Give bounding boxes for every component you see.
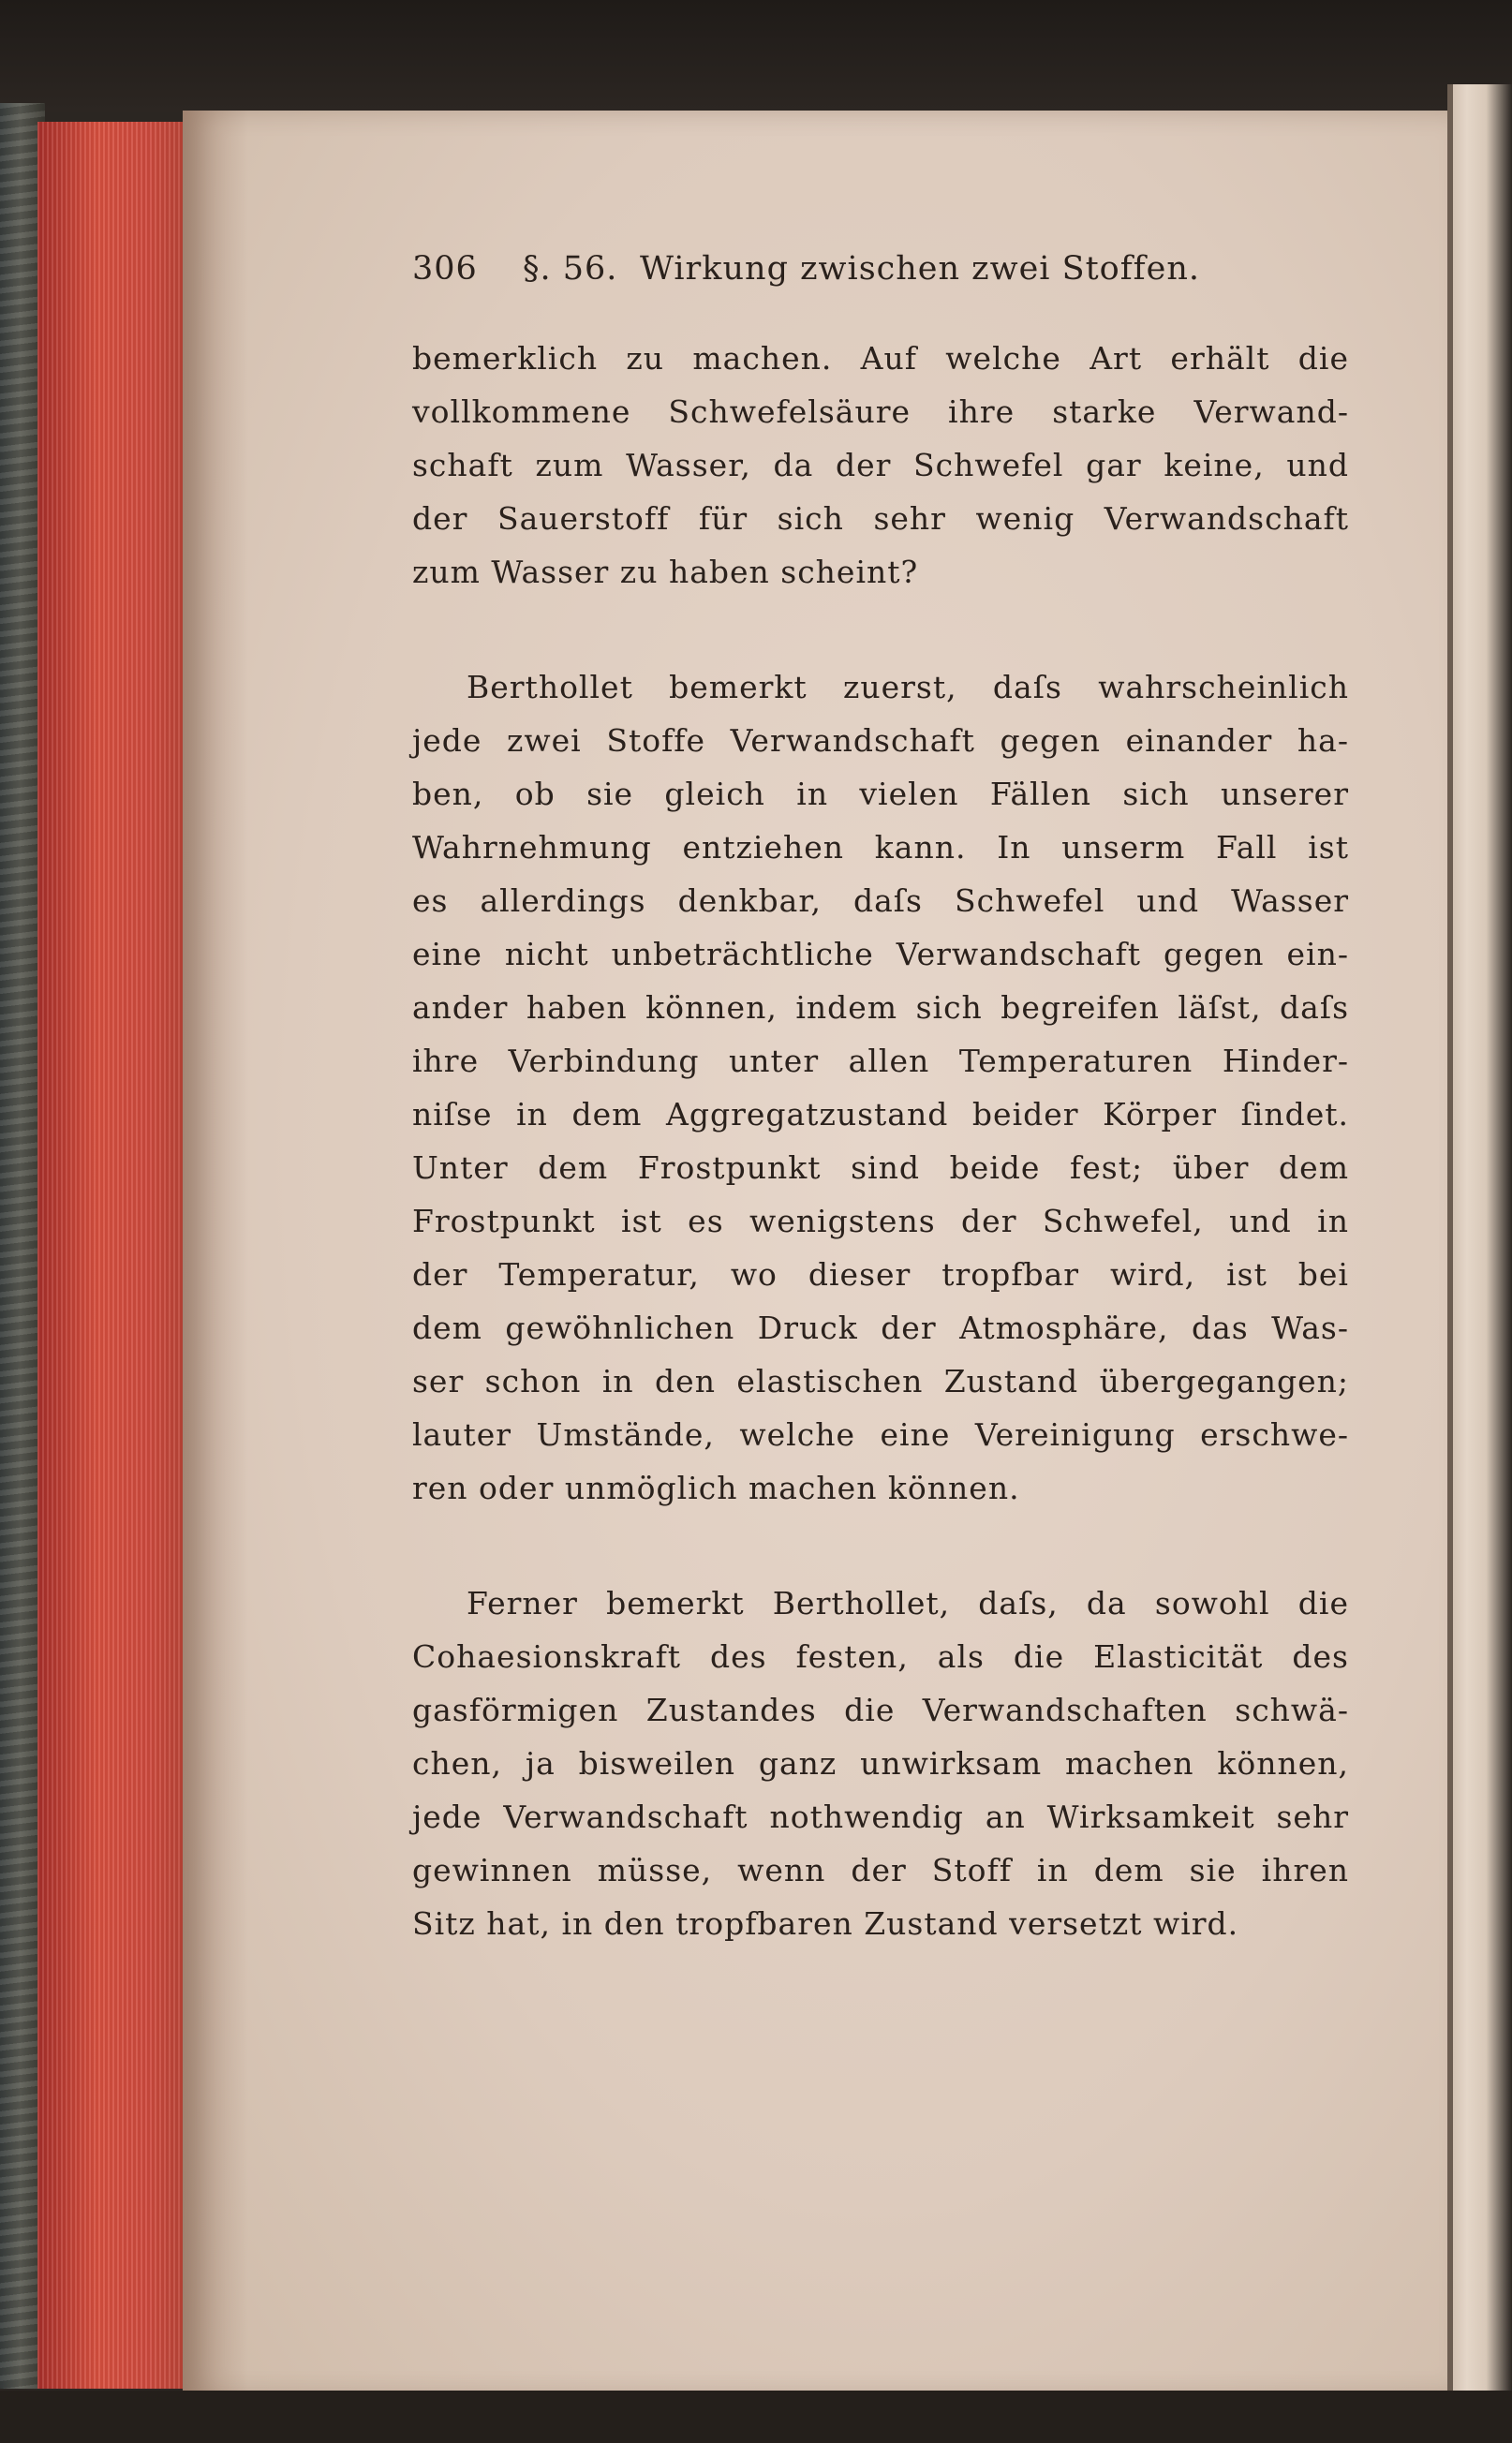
red-page-edges xyxy=(37,122,187,2389)
paragraph-2 xyxy=(412,660,1349,1515)
page-number: 306 xyxy=(412,250,478,288)
page-divider xyxy=(1447,84,1453,2443)
section-number: §. 56. xyxy=(523,250,618,288)
page-text xyxy=(412,245,1349,1950)
text-line: Frostpunkt ist es wenigstens der Schwefel, und in xyxy=(412,1203,1349,1239)
text-line: schaft zum Wasser, da der Schwefel gar keine, und xyxy=(412,447,1349,483)
paragraph-3 xyxy=(412,1577,1349,1950)
text-line: ren oder unmöglich machen können. xyxy=(412,1470,1020,1506)
text-line: Sitz hat, in den tropfbaren Zustand versetzt wird. xyxy=(412,1905,1239,1942)
running-header xyxy=(412,245,1349,292)
text-line: ben, ob sie gleich in vielen Fällen sich unserer xyxy=(412,776,1349,812)
next-page-edge xyxy=(1447,84,1512,2443)
text-line: Cohaesionskraft des festen, als die Elasticität des xyxy=(412,1638,1349,1675)
text-line: es allerdings denkbar, daſs Schwefel und Wasser xyxy=(412,882,1349,919)
text-line: ser schon in den elastischen Zustand übergegangen; xyxy=(412,1363,1349,1399)
text-line: Wahrnehmung entziehen kann. In unserm Fall ist xyxy=(412,829,1349,866)
text-line: bemerklich zu machen. Auf welche Art erhält die xyxy=(412,340,1349,377)
text-line: ander haben können, indem sich begreifen läſst, daſs xyxy=(412,989,1349,1026)
text-line: Ferner bemerkt Berthollet, daſs, da sowohl die xyxy=(467,1585,1349,1621)
text-line: vollkommene Schwefelsäure ihre starke Verwand- xyxy=(412,393,1349,430)
text-line: gasförmigen Zustandes die Verwandschaften schwä- xyxy=(412,1692,1349,1728)
text-line: Unter dem Frostpunkt sind beide fest; über dem xyxy=(412,1149,1349,1186)
text-line: niſse in dem Aggregatzustand beider Körper ſindet. xyxy=(412,1096,1349,1133)
text-line: zum Wasser zu haben scheint? xyxy=(412,554,919,590)
text-line: jede Verwandschaft nothwendig an Wirksamkeit sehr xyxy=(412,1799,1349,1835)
text-line: Berthollet bemerkt zuerst, daſs wahrscheinlich xyxy=(467,669,1349,705)
text-line: dem gewöhnlichen Druck der Atmosphäre, das Was- xyxy=(412,1310,1349,1346)
text-line: chen, ja bisweilen ganz unwirksam machen können, xyxy=(412,1745,1349,1782)
text-line: ihre Verbindung unter allen Temperaturen Hinder- xyxy=(412,1043,1349,1079)
background-bottom xyxy=(0,2391,1512,2443)
text-line: jede zwei Stoffe Verwandschaft gegen einander ha- xyxy=(412,722,1349,759)
header-title: Wirkung zwischen zwei Stoffen. xyxy=(640,250,1201,288)
paragraph-1 xyxy=(412,332,1349,599)
text-line: der Temperatur, wo dieser tropfbar wird, ist bei xyxy=(412,1256,1349,1293)
text-line: der Sauerstoff für sich sehr wenig Verwandschaft xyxy=(412,500,1349,537)
text-line: gewinnen müsse, wenn der Stoff in dem sie ihren xyxy=(412,1852,1349,1888)
background-top xyxy=(0,0,1512,112)
gutter-shadow xyxy=(183,111,248,2396)
text-line: eine nicht unbeträchtliche Verwandschaft gegen ein- xyxy=(412,936,1349,972)
text-line: lauter Umstände, welche eine Vereinigung erschwe- xyxy=(412,1416,1349,1453)
